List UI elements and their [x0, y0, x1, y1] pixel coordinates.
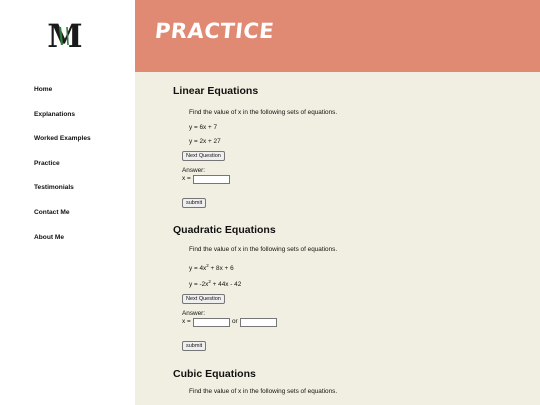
- quadratic-equation-2: $y = -2x^2 + 44x - 42$: [189, 279, 242, 288]
- page-title: PRACTICE: [153, 19, 276, 43]
- nav-item-about-me[interactable]: About Me: [34, 233, 65, 241]
- linear-equation-2: y = 2x + 27: [189, 138, 221, 145]
- linear-equations-section: [173, 85, 533, 210]
- page-header: [135, 0, 540, 72]
- quadratic-answer-input-1[interactable]: [193, 318, 230, 327]
- nav-item-contact-me[interactable]: Contact Me: [34, 208, 70, 216]
- quadratic-submit-button[interactable]: submit: [182, 341, 206, 351]
- quadratic-or-label: or: [232, 318, 238, 325]
- cubic-section-title: Cubic Equations: [173, 368, 256, 380]
- sidebar: [0, 0, 135, 405]
- linear-x-label: x =: [182, 175, 191, 182]
- quadratic-equations-section: [173, 224, 533, 354]
- nav-item-explanations[interactable]: Explanations: [34, 110, 76, 118]
- quadratic-equation-1: $y = 4x^2 + 8x + 6$: [189, 263, 234, 272]
- linear-prompt: Find the value of x in the following sets of equations.: [189, 109, 338, 116]
- main-nav: [34, 86, 91, 258]
- quadratic-x-label: x =: [182, 318, 191, 325]
- quadratic-section-title: Quadratic Equations: [173, 224, 276, 236]
- quadratic-answer-label: Answer:: [182, 310, 206, 317]
- gothic-m-logo-icon[interactable]: [43, 18, 87, 52]
- cubic-equations-section: [173, 368, 533, 405]
- linear-answer-input[interactable]: [193, 175, 230, 184]
- linear-equation-1: y = 6x + 7: [189, 124, 218, 131]
- nav-item-worked-examples[interactable]: Worked Examples: [34, 135, 91, 143]
- quadratic-answer-input-2[interactable]: [240, 318, 277, 327]
- cubic-prompt: Find the value of x in the following sets of equations.: [189, 388, 338, 395]
- linear-submit-button[interactable]: submit: [182, 198, 206, 208]
- logo-letter: M: [47, 18, 83, 52]
- nav-item-testimonials[interactable]: Testimonials: [34, 184, 74, 192]
- quadratic-prompt: Find the value of x in the following sets of equations.: [189, 246, 338, 253]
- nav-item-practice[interactable]: Practice: [34, 159, 60, 167]
- linear-section-title: Linear Equations: [173, 85, 259, 97]
- linear-answer-label: Answer:: [182, 167, 206, 174]
- nav-item-home[interactable]: Home: [34, 86, 53, 93]
- main-content: [135, 72, 540, 405]
- linear-next-question-button[interactable]: Next Question: [182, 151, 225, 161]
- quadratic-next-question-button[interactable]: Next Question: [182, 294, 225, 304]
